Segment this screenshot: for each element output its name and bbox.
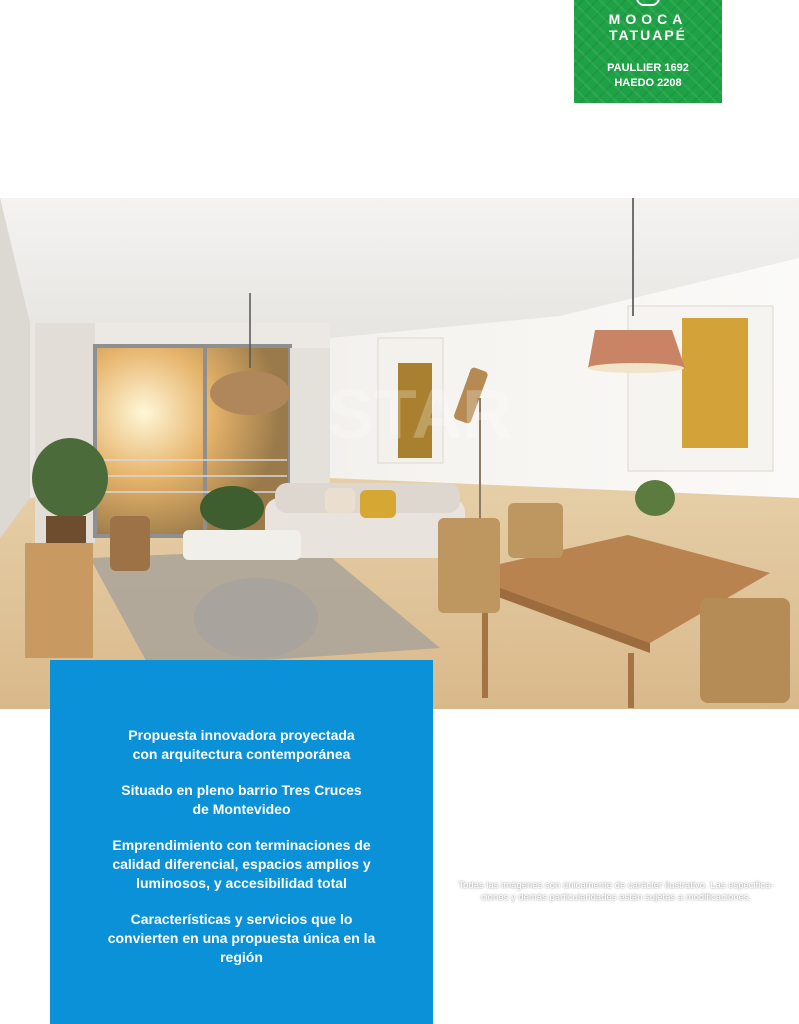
feature-1-line-1: Propuesta innovadora proyectada [128, 727, 355, 743]
feature-paragraph-2 [107, 781, 377, 819]
feature-2-line-1: Situado en pleno barrio Tres Cruces [121, 782, 362, 798]
feature-2-line-2: de Montevideo [192, 801, 291, 817]
brand-logo [574, 0, 722, 103]
feature-3-line-1: Emprendimiento con terminaciones de [112, 837, 371, 853]
feature-3-line-2: calidad diferencial, espacios amplios y [112, 856, 371, 872]
disclaimer-line-2: ciones y demás particularidades están sujetas a modificaciones. [480, 892, 752, 903]
living-room-illustration [0, 198, 799, 709]
feature-paragraph-4 [107, 910, 377, 967]
feature-1-line-2: con arquitectura contemporánea [132, 746, 351, 762]
feature-3-line-3: luminosos, y accesibilidad total [136, 875, 347, 891]
watermark: STAR [327, 375, 513, 453]
image-disclaimer [436, 880, 796, 904]
features-panel [50, 660, 433, 1024]
feature-4-line-1: Características y servicios que lo [130, 911, 353, 927]
feature-paragraph-3 [107, 836, 377, 893]
logo-mark-icon [636, 0, 660, 6]
brand-address-1: PAULLIER 1692 [607, 62, 689, 74]
brand-name-line2: TATUAPÉ [608, 27, 688, 43]
disclaimer-line-1: Todas las imágenes son únicamente de carácter ilustrativo. Las especifica- [458, 880, 774, 891]
feature-paragraph-1 [107, 726, 377, 764]
feature-4-line-2: convierten en una propuesta única en la [107, 930, 376, 946]
brand-name-line1: MOOCA [608, 11, 688, 27]
feature-4-line-3: región [220, 949, 263, 965]
brand-address-2: HAEDO 2208 [614, 77, 682, 89]
